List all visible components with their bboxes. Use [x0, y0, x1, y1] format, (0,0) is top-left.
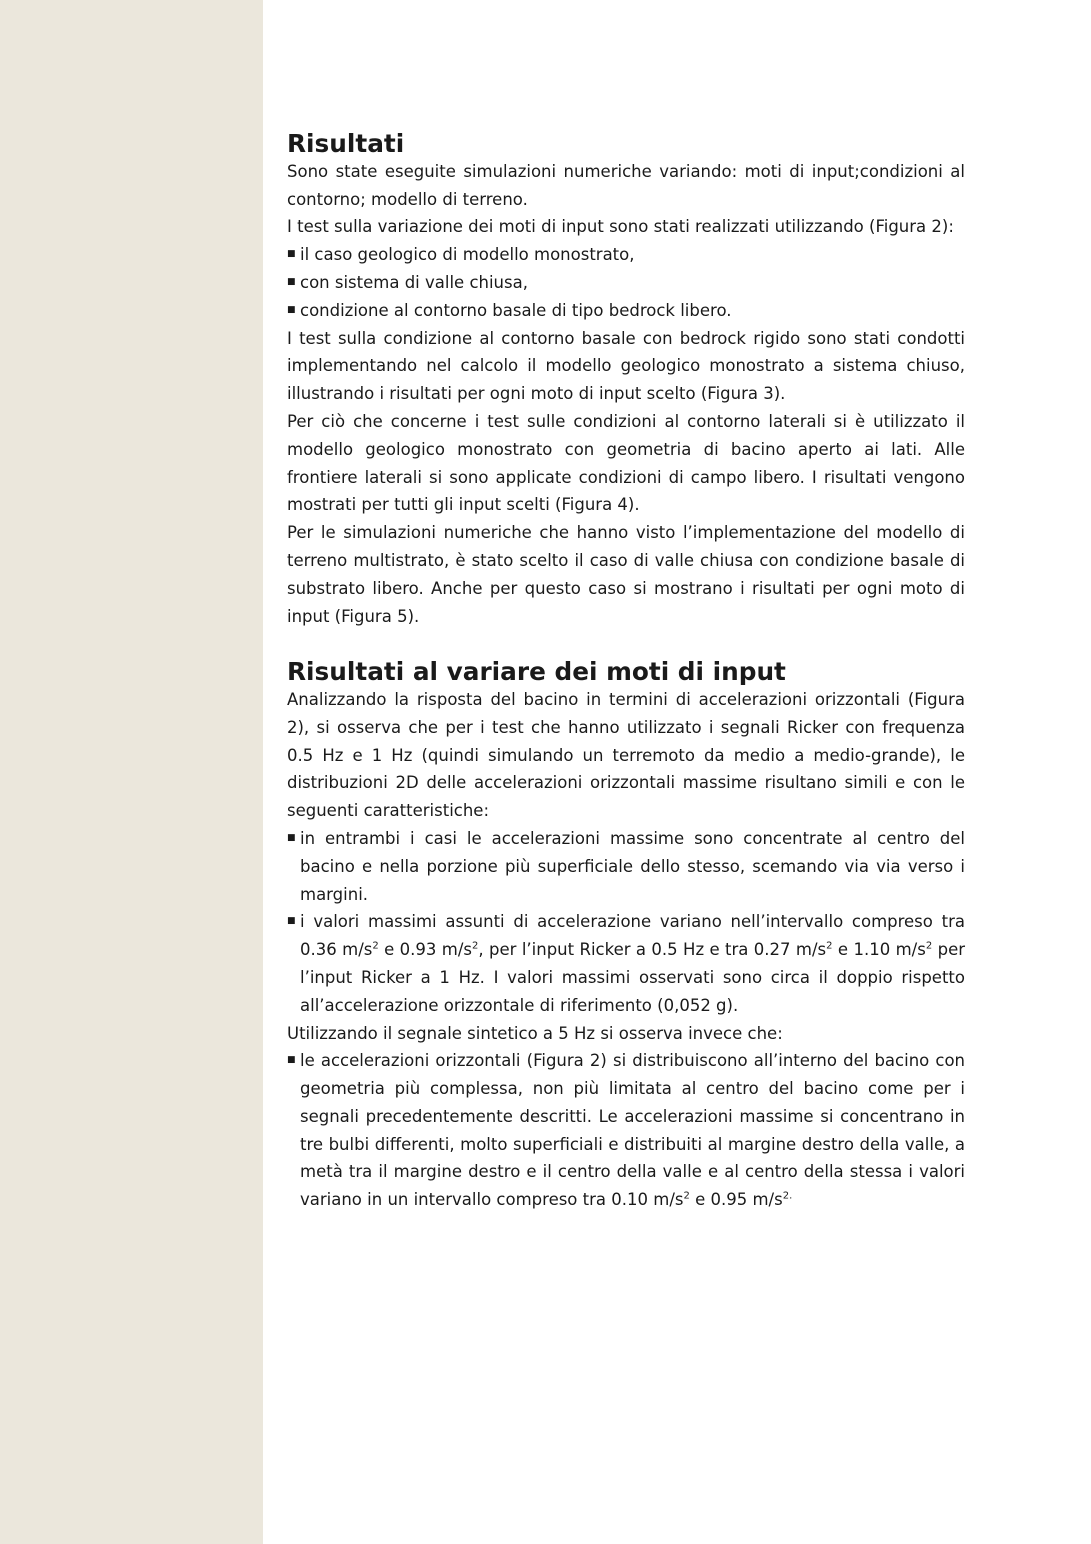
paragraph: Per le simulazioni numeriche che hanno visto l’implementazione del modello di terreno multistrato, è stato scelto il caso di valle chiusa con condizione basale di substrato libero. Anche per questo caso si mostrano i risultati per ogni moto di input (Figura 5). [287, 523, 965, 626]
paragraph: I test sulla variazione dei moti di input sono stati realizzati utilizzando (Figura 2): [287, 217, 954, 237]
list-item: ■ con sistema di valle chiusa, [287, 269, 965, 297]
paragraph: Sono state eseguite simulazioni numeriche variando: moti di input;condizioni al contorno; modello di terreno. [287, 161, 965, 209]
list-item: ■ le accelerazioni orizzontali (Figura 2) si distribuiscono all’interno del bacino con geometria più complessa, non più limitata al centro del bacino come per i segnali precedentemente descritti. Le accelerazioni massime si concentrano in tre bulbi differenti, molto superficiali e distribuiti al margine destro della valle, a metà tra il margine destro e il centro della valle e al centro della stessa i valori variano in un intervallo compreso tra 0.10 $m/s^2$ e 0.95 $m/s^{2.}$ [287, 1047, 965, 1214]
superscript: 2 [683, 1190, 690, 1202]
paragraph: Per ciò che concerne i test sulle condizioni al contorno laterali si è utilizzato il modello geologico monostrato con geometria di bacino aperto ai lati. Alle frontiere laterali si sono applicate condizioni di campo libero. I risultati vengono mostrati per tutti gli input scelti (Figura 4). [287, 411, 965, 515]
section-heading-moti-input: Risultati al variare dei moti di input [287, 657, 786, 687]
bullet-list [287, 1047, 965, 1214]
list-item: ■ condizione al contorno basale di tipo bedrock libero. [287, 297, 965, 325]
section-spacer [287, 630, 965, 658]
bullet-list [287, 241, 965, 324]
superscript: 2. [782, 1190, 793, 1202]
bullet-icon: ■ [287, 1055, 296, 1066]
list-item: ■ il caso geologico di modello monostrato, [287, 241, 965, 269]
bullet-icon: ■ [287, 304, 296, 315]
document-body [287, 130, 965, 1214]
list-item: ■ in entrambi i casi le accelerazioni massime sono concentrate al centro del bacino e nella porzione più superficiale dello stesso, scemando via via verso i margini. [287, 825, 965, 908]
superscript: 2 [372, 940, 379, 952]
list-item: ■ i valori massimi assunti di accelerazione variano nell’intervallo compreso tra 0.36 $m/s^2$ e 0.93 $m/s^2$, per l’input Ricker a 0.5 Hz e tra 0.27 $m/s^2$ e 1.10 $m/s^2$ per l’input Ricker a 1 Hz. I valori massimi osservati sono circa il doppio rispetto all’accelerazione orizzontale di riferimento (0,052 g). [287, 908, 965, 1019]
superscript: 2 [925, 940, 933, 952]
bullet-icon: ■ [287, 832, 296, 843]
superscript: 2 [472, 940, 479, 952]
bullet-list [287, 825, 965, 1020]
bullet-icon: ■ [287, 249, 296, 260]
section-heading-risultati: Risultati [287, 129, 405, 158]
bullet-icon: ■ [287, 276, 296, 287]
paragraph: I test sulla condizione al contorno basale con bedrock rigido sono stati condotti implementando nel calcolo il modello geologico monostrato a sistema chiuso, illustrando i risultati per ogni moto di input scelto (Figura 3). [287, 328, 965, 404]
page-margin-strip [0, 0, 263, 1544]
paragraph: Analizzando la risposta del bacino in termini di accelerazioni orizzontali (Figura 2), si osserva che per i test che hanno utilizzato i segnali Ricker con frequenza 0.5 Hz e 1 Hz (quindi simulando un terremoto da medio a medio-grande), le distribuzioni 2D delle accelerazioni orizzontali massime risultano simili e con le seguenti caratteristiche: [287, 689, 965, 821]
superscript: 2 [826, 940, 833, 952]
bullet-icon: ■ [287, 916, 296, 927]
paragraph: Utilizzando il segnale sintetico a 5 Hz si osserva invece che: [287, 1023, 783, 1043]
